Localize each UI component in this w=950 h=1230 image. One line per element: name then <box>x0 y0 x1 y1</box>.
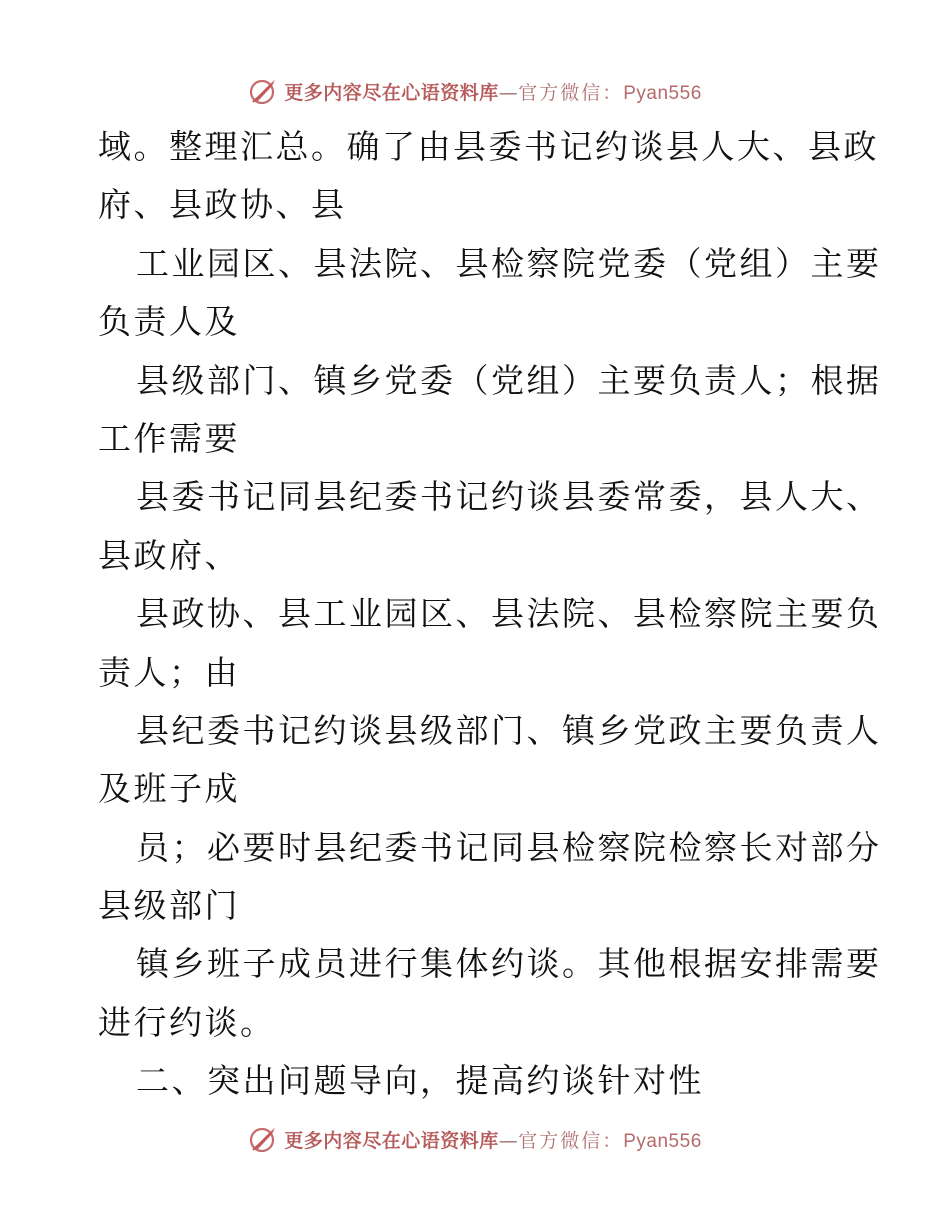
text-line: 负责人及 <box>98 302 240 342</box>
text-line: 县委书记同县纪委书记约谈县委常委，县人大、 <box>136 477 882 517</box>
text-line: 县级部门 <box>98 886 240 926</box>
text-line: 府、县政协、县 <box>98 185 347 225</box>
document-body <box>98 118 882 1111</box>
watermark-official-label: 官方微信： <box>518 1129 624 1152</box>
watermark-dash: — <box>498 1129 519 1152</box>
footer-watermark <box>0 1124 950 1154</box>
watermark-dash: — <box>498 81 519 104</box>
watermark-official-label: 官方微信： <box>518 81 624 104</box>
text-line: 二、突出问题导向，提高约谈针对性 <box>136 1061 704 1101</box>
watermark-wechat-id: Pyan556 <box>623 82 702 104</box>
quill-logo-icon <box>248 76 280 106</box>
text-line: 县纪委书记约谈县级部门、镇乡党政主要负责人 <box>136 710 882 750</box>
watermark-brand: 更多内容尽在心语资料库 <box>284 81 499 104</box>
header-watermark <box>0 76 950 106</box>
text-line: 域。整理汇总。确了由县委书记约谈县人大、县政 <box>98 127 879 166</box>
text-line: 镇乡班子成员进行集体约谈。其他根据安排需要 <box>136 944 882 984</box>
text-line: 工作需要 <box>98 418 240 458</box>
text-line: 员；必要时县纪委书记同县检察院检察长对部分 <box>136 827 882 867</box>
text-line: 县政协、县工业园区、县法院、县检察院主要负 <box>136 594 882 634</box>
watermark-brand: 更多内容尽在心语资料库 <box>284 1129 499 1152</box>
watermark-wechat-id: Pyan556 <box>623 1130 702 1152</box>
quill-logo-icon <box>248 1124 280 1154</box>
text-line: 进行约谈。 <box>98 1002 276 1042</box>
text-line: 及班子成 <box>98 769 240 809</box>
text-line: 县级部门、镇乡党委（党组）主要负责人；根据 <box>136 360 882 400</box>
text-line: 县政府、 <box>98 535 240 575</box>
text-line: 工业园区、县法院、县检察院党委（党组）主要 <box>136 243 882 283</box>
text-line: 责人；由 <box>98 652 240 692</box>
